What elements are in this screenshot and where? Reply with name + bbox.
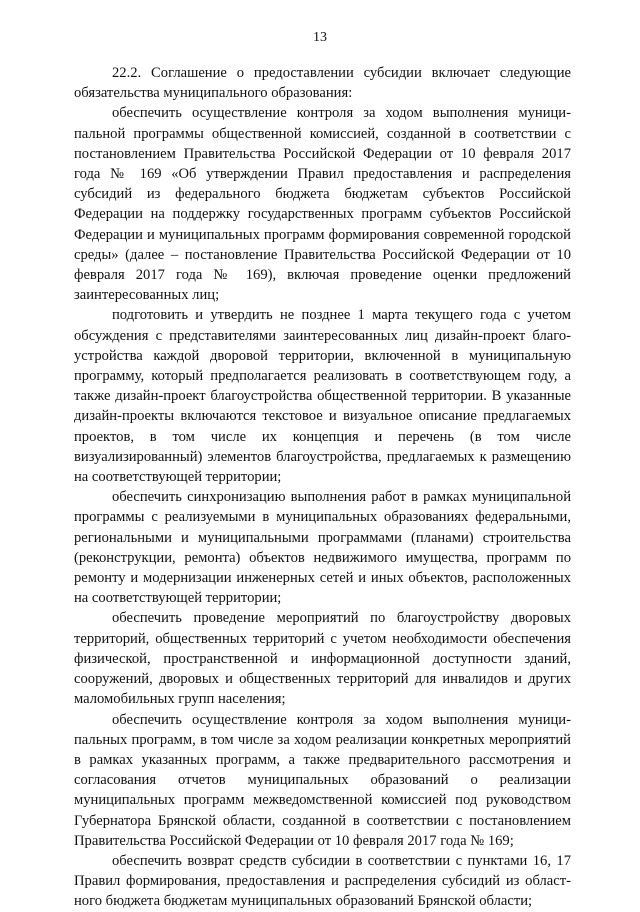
paragraph-subsidy-return: обеспечить возврат средств субсидии в соответствии с пунктами 16, 17 Правил формирования, предоставления и распределения субсидий из областного бюджета бюджетам муниципальных образований Брянской области; — [74, 852, 571, 910]
document-body — [74, 63, 571, 912]
paragraph-control-commission: обеспечить осуществление контроля за ходом выполнения муниципальной программы общественной комиссией, созданной в соответствии с постановлением Правительства Российской Федерации от 10 февраля 2017 года № 169 «Об утверждении Правил предоставления и распределения субсидий из федерального бюджета бюджетам субъектов Российской Федерации на поддержку государственных программ субъектов Российской Федерации и муниципальных программ формирования современной городской среды» (далее – постановление Правительства Российской Федерации от 10 февраля 2017 года № 169), включая проведение оценки предложений заинтересованных лиц; — [74, 105, 571, 304]
page-number: 13 — [313, 30, 327, 45]
paragraph-synchronization: обеспечить синхронизацию выполнения работ в рамках муниципальной программы с реализуемыми в муниципальных образованиях федеральными, региональными и муниципальными программами (планами) строительства (реконструкции, ремонта) объектов недвижимого имущества, программ по ремонту и модернизации инженерных сетей и иных объектов, расположенных на соответствующей территории; — [74, 489, 571, 607]
paragraph-agreement-obligations: 22.2. Соглашение о предоставлении субсидии включает следующие обязательства муниципального образования: — [74, 65, 571, 102]
paragraph-accessibility: обеспечить проведение мероприятий по благоустройству дворовых территорий, общественных территорий с учетом необходимости обеспечения физической, пространственной и информационной доступности зданий, сооружений, дворовых и общественных территорий для инвалидов и других маломобильных групп населения; — [74, 610, 571, 708]
paragraph-interagency-control: обеспечить осуществление контроля за ходом выполнения муниципальных программ, в том числе за ходом реализации конкретных мероприятий в рамках указанных программ, а также предварительного рассмотрения и согласования отчетов муниципальных образований о реализации муниципальных программ межведомственной комиссией под руководством Губернатора Брянской области, созданной в соответствии с постановлением Правительства Российской Федерации от 10 февраля 2017 года № 169; — [74, 711, 571, 849]
paragraph-design-projects: подготовить и утвердить не позднее 1 марта текущего года с учетом обсуждения с представителями заинтересованных лиц дизайн-проект благоустройства каждой дворовой территории, включенной в муниципальную программу, который предполагается реализовать в соответствующем году, а также дизайн-проект благоустройства общественной территории. В указанные дизайн-проекты включаются текстовое и визуальное описание предлагаемых проектов, в том числе их концепция и перечень (в том числе визуализированный) элементов благоустройства, предлагаемых к размещению на соответствующей территории; — [74, 307, 571, 486]
